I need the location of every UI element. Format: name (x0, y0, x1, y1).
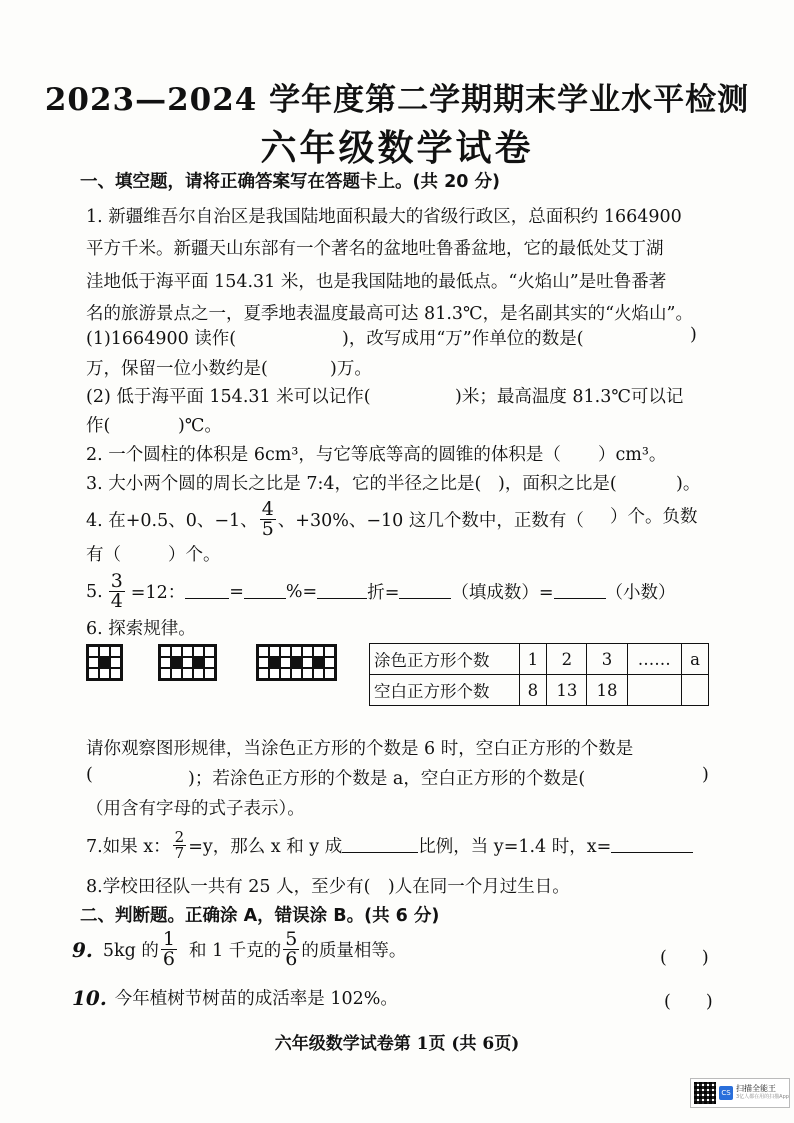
section1-heading: 一、填空题，请将正确答案写在答题卡上。(共 20 分) (80, 172, 501, 192)
table-cell[interactable] (627, 675, 681, 706)
q9-frac1-den: 6 (162, 948, 175, 970)
q1-sub2c: 作( (86, 416, 111, 436)
blank-square (160, 646, 171, 657)
table-cell: 3 (587, 644, 627, 675)
q3-text-c: )。 (676, 474, 701, 494)
q5-text-b: =12： (130, 583, 186, 603)
blank-square (324, 646, 335, 657)
q6-text2c: ) (702, 765, 709, 785)
shaded-square (171, 657, 182, 668)
q5-blank-1[interactable] (185, 584, 229, 599)
q7-text-a: 7.如果 x： (86, 837, 171, 857)
blank-square (280, 657, 291, 668)
q5-text-a: 5. (86, 581, 103, 602)
blank-square (204, 646, 215, 657)
blank-square (302, 668, 313, 679)
camscanner-logo-icon: CS (719, 1086, 733, 1100)
q1-line1: 1. 新疆维吾尔自治区是我国陆地面积最大的省级行政区，总面积约 1664900 (86, 207, 682, 227)
table-cell: 8 (519, 675, 547, 706)
q7-fraction (173, 830, 187, 861)
pattern-figure-1 (86, 644, 123, 681)
q5-text-f: （填成数）= (451, 583, 554, 603)
q1-sub1c: ) (690, 325, 697, 345)
q3-text-a: 3. 大小两个圆的周长之比是 7:4，它的半径之比是( (86, 474, 482, 494)
q7-frac-den: 7 (174, 844, 185, 862)
blank-square (324, 668, 335, 679)
q1-line3: 洼地低于海平面 154.31 米，也是我国陆地的最低点。“火焰山”是吐鲁番著 (86, 272, 667, 292)
shaded-square (313, 657, 324, 668)
table-row (370, 675, 709, 706)
q4-text-e: ）个。 (168, 545, 221, 565)
blank-square (193, 668, 204, 679)
q4-text-d: 有（ (86, 545, 121, 565)
blank-square (110, 657, 121, 668)
q5-text-d: %= (285, 581, 318, 602)
q5-text-e: 折= (367, 583, 400, 603)
blank-square (258, 646, 269, 657)
q9-text-a: 5kg 的 (102, 941, 159, 961)
q7-text-b: =y，那么 x 和 y 成 (188, 837, 343, 857)
blank-square (182, 668, 193, 679)
q6-text3: （用含有字母的式子表示）。 (86, 799, 305, 819)
scanner-tagline: 3亿人都在用的扫描App (736, 1094, 789, 1100)
q5-blank-4[interactable] (399, 584, 451, 599)
scanner-title: 扫描全能王 (736, 1084, 776, 1093)
q4-frac-den: 5 (261, 518, 274, 540)
blank-square (204, 657, 215, 668)
q4-text-b: 、+30%、−10 这几个数中，正数有（ (277, 511, 584, 531)
blank-square (99, 668, 110, 679)
page-footer: 六年级数学试卷第 1页 (共 6页) (274, 1034, 520, 1054)
pattern-figure-2 (158, 644, 217, 681)
scanner-name (736, 1084, 789, 1102)
q1-line4: 名的旅游景点之一，夏季地表温度最高可达 81.3℃，是名副其实的“火焰山”。 (86, 304, 693, 324)
q4-frac-num: 4 (261, 498, 274, 520)
blank-square (171, 668, 182, 679)
shaded-square (99, 657, 110, 668)
table-cell: 1 (519, 644, 547, 675)
qr-code-icon (694, 1082, 716, 1104)
pattern-figure-3 (256, 644, 337, 681)
blank-square (280, 646, 291, 657)
q4-text-c: ）个。负数 (610, 507, 698, 527)
q5-blank-5[interactable] (554, 584, 606, 599)
blank-square (258, 657, 269, 668)
q7-blank-1[interactable] (342, 838, 418, 853)
q6-text2b: )；若涂色正方形的个数是 a，空白正方形的个数是( (188, 769, 586, 789)
blank-square (171, 646, 182, 657)
q10-text: 今年植树节树苗的成活率是 102%。 (114, 989, 398, 1009)
q1-sub1e: )万。 (330, 359, 372, 379)
q5-line (86, 572, 676, 611)
blank-square (193, 646, 204, 657)
blank-square (99, 646, 110, 657)
blank-square (88, 646, 99, 657)
blank-square (110, 646, 121, 657)
q1-line2: 平方千米。新疆天山东部有一个著名的盆地吐鲁番盆地，它的最低处艾丁湖 (86, 239, 664, 259)
q1-sub1a: (1)1664900 读作( (86, 329, 237, 349)
blank-square (313, 668, 324, 679)
q5-blank-2[interactable] (244, 584, 286, 599)
q6-text1: 请你观察图形规律，当涂色正方形的个数是 6 时，空白正方形的个数是 (86, 739, 634, 759)
q9-answer-bracket[interactable]: ( ) (660, 948, 709, 968)
table-cell: 18 (587, 675, 627, 706)
table-cell: …… (627, 644, 681, 675)
q5-text-g: （小数） (605, 583, 676, 603)
blank-square (302, 657, 313, 668)
blank-square (269, 646, 280, 657)
q9-text-c: 的质量相等。 (301, 941, 407, 961)
blank-square (280, 668, 291, 679)
q6-label: 6. 探索规律。 (86, 619, 196, 639)
q9-text-b: 和 1 千克的 (189, 941, 282, 961)
table-row (370, 644, 709, 675)
q1-sub1b: )，改写成用“万”作单位的数是( (342, 329, 584, 349)
q1-sub2b: )米；最高温度 81.3℃可以记 (455, 387, 684, 407)
q7-text-c: 比例，当 y=1.4 时，x= (418, 837, 612, 857)
table-cell: a (681, 644, 708, 675)
exam-title: 2023—2024 学年度第二学期期末学业水平检测 (44, 82, 750, 118)
q10-line (72, 985, 398, 1010)
table-cell: 13 (547, 675, 587, 706)
blank-square (88, 657, 99, 668)
section2-heading: 二、判断题。正确涂 A，错误涂 B。(共 6 分) (80, 906, 440, 926)
blank-square (182, 657, 193, 668)
q5-frac-den: 4 (110, 590, 123, 612)
q1-sub1d: 万，保留一位小数约是( (86, 359, 268, 379)
q10-number: 10. (72, 985, 107, 1010)
pattern-table (369, 643, 709, 706)
blank-square (88, 668, 99, 679)
q7-line (86, 830, 693, 861)
q2-text-a: 2. 一个圆柱的体积是 6cm³，与它等底等高的圆锥的体积是（ (86, 445, 561, 465)
blank-square (182, 646, 193, 657)
blank-square (204, 668, 215, 679)
table-cell: 2 (547, 644, 587, 675)
q9-fraction-2 (283, 930, 299, 969)
shaded-square (291, 657, 302, 668)
shaded-square (193, 657, 204, 668)
blank-square (160, 668, 171, 679)
blank-square (291, 646, 302, 657)
q2-text-b: ）cm³。 (598, 445, 667, 465)
q9-frac2-num: 5 (285, 928, 298, 950)
q1-sub2d: )℃。 (178, 416, 222, 436)
blank-square (324, 657, 335, 668)
q9-frac2-den: 6 (285, 948, 298, 970)
blank-square (269, 668, 280, 679)
blank-square (313, 646, 324, 657)
q4-text-a: 4. 在+0.5、0、−1、 (86, 511, 258, 531)
blank-square (258, 668, 269, 679)
exam-subtitle: 六年级数学试卷 (260, 127, 534, 169)
q1-sub2a: (2) 低于海平面 154.31 米可以记作( (86, 387, 371, 407)
blank-square (110, 668, 121, 679)
q4-line1 (86, 500, 584, 539)
q7-frac-num: 2 (174, 828, 185, 846)
q9-frac1-num: 1 (162, 928, 175, 950)
table-cell: 涂色正方形个数 (370, 644, 520, 675)
q8-text: 8.学校田径队一共有 25 人，至少有( )人在同一个月过生日。 (86, 877, 570, 897)
q9-line (72, 930, 406, 969)
q9-number: 9. (72, 937, 93, 962)
q7-blank-2[interactable] (611, 838, 693, 853)
q3-text-b: )，面积之比是( (498, 474, 617, 494)
blank-square (302, 646, 313, 657)
q5-frac-num: 3 (110, 570, 123, 592)
blank-square (291, 668, 302, 679)
q10-answer-bracket[interactable]: ( ) (664, 992, 713, 1012)
q4-fraction (260, 500, 276, 539)
shaded-square (269, 657, 280, 668)
q6-text2a: ( (86, 765, 93, 785)
q5-blank-3[interactable] (317, 584, 367, 599)
scanner-watermark (690, 1078, 790, 1108)
q5-fraction (109, 572, 125, 611)
q9-fraction-1 (161, 930, 177, 969)
table-cell: 空白正方形个数 (370, 675, 520, 706)
table-cell[interactable] (681, 675, 708, 706)
blank-square (160, 657, 171, 668)
q5-text-c: = (229, 581, 244, 602)
